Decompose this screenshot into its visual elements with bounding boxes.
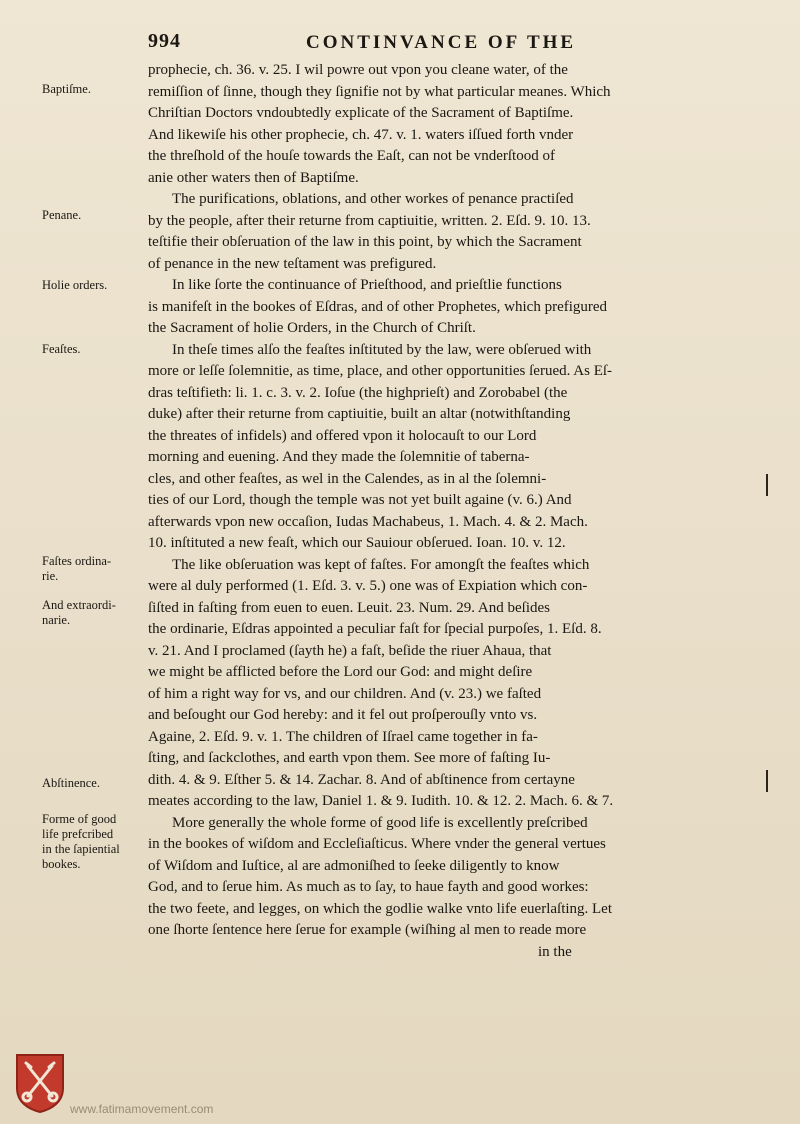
text-line: of penance in the new teſtament was prefigured. bbox=[148, 255, 437, 272]
text-line: and beſought our God hereby: and it fel out proſperouſly vnto vs. bbox=[148, 707, 538, 723]
running-title: CONTINVANCE OF THE bbox=[306, 32, 577, 53]
website-link[interactable]: www.fatimamovement.com bbox=[70, 1102, 214, 1116]
text-line: duke) after their returne from captiuitie, built an altar (notwithſtanding bbox=[148, 406, 571, 422]
text-line: ſting, and ſackclothes, and earth vpon them. See more of faſting Iu- bbox=[148, 750, 551, 766]
text-line: meates according to the law, Daniel 1. & 9. Iudith. 10. & 12. 2. Mach. 6. & 7. bbox=[148, 793, 614, 809]
text-line: prophecie, ch. 36. v. 25. I wil powre out vpon you cleane water, of the bbox=[148, 62, 568, 78]
text-line: Againe, 2. Eſd. 9. v. 1. The children of Iſrael came together in fa- bbox=[148, 728, 538, 745]
text-line: The purifications, oblations, and other workes of penance practiſed bbox=[172, 191, 574, 207]
margin-note-feastes: Feaſtes. bbox=[42, 342, 81, 356]
text-line: God, and to ſerue him. As much as to ſay, to haue fayth and good workes: bbox=[148, 879, 589, 895]
margin-rule-mark bbox=[766, 770, 768, 792]
text-line: 10. inſtituted a new feaſt, which our Sauiour obſerued. Ioan. 10. v. 12. bbox=[148, 535, 566, 551]
text-line: afterwards vpon new occaſion, Iudas Machabeus, 1. Mach. 4. & 2. Mach. bbox=[148, 513, 588, 530]
text-line: by the people, after their returne from captiuitie, written. 2. Eſd. 9. 10. 13. bbox=[148, 212, 591, 229]
text-line: ties of our Lord, though the temple was not yet built againe (v. 6.) And bbox=[148, 492, 572, 508]
text-line: we might be afflicted before the Lord our God: and might deſire bbox=[148, 664, 533, 680]
page-header bbox=[148, 30, 748, 60]
body-text bbox=[148, 60, 708, 963]
text-line: More generally the whole forme of good life is excellently preſcribed bbox=[172, 814, 588, 831]
margin-note-penance: Penane. bbox=[42, 208, 82, 222]
text-line: The like obſeruation was kept of faſtes. For amongſt the feaſtes which bbox=[172, 556, 590, 573]
margin-note-baptisme: Baptiſme. bbox=[42, 82, 91, 96]
margin-note-forme-of-good-life: Forme of good life prefcribed in the ſapiential bookes. bbox=[42, 812, 120, 871]
margin-note-extraordinarie: And extraordi- narie. bbox=[42, 598, 116, 627]
text-line: the Sacrament of holie Orders, in the Church of Chriſt. bbox=[148, 320, 476, 336]
page-number: 994 bbox=[148, 30, 181, 52]
text-line: one ſhorte ſentence here ſerue for example (wiſhing al men to reade more bbox=[148, 922, 587, 938]
text-line: is manifeſt in the bookes of Eſdras, and of other Prophetes, which prefigured bbox=[148, 298, 608, 315]
text-line: of Wiſdom and Iuſtice, al are admoniſhed to ſeeke diligently to know bbox=[148, 857, 560, 874]
margin-notes bbox=[0, 0, 145, 1124]
text-line: Chriſtian Doctors vndoubtedly explicate of the Sacrament of Baptiſme. bbox=[148, 105, 574, 121]
text-line: And likewiſe his other prophecie, ch. 47. v. 1. waters iſſued forth vnder bbox=[148, 126, 574, 143]
text-line: remiſſion of ſinne, though they ſignifie not by what particular meanes. Which bbox=[148, 83, 611, 100]
catchword: in the bbox=[538, 943, 572, 960]
text-line: In theſe times alſo the feaſtes inſtituted by the law, were obſerued with bbox=[172, 341, 592, 358]
text-line: In like ſorte the continuance of Prieſthood, and prieſtlie functions bbox=[172, 277, 562, 293]
text-line: anie other waters then of Baptiſme. bbox=[148, 169, 359, 186]
text-line: dras teſtifieth: li. 1. c. 3. v. 2. Ioſue (the highprieſt) and Zorobabel (the bbox=[148, 384, 568, 401]
text-line: morning and euening. And they made the ſolemnitie of taberna- bbox=[148, 449, 530, 465]
text-line: the threates of infidels) and offered vpon it holocauſt to our Lord bbox=[148, 427, 537, 444]
margin-rule-mark bbox=[766, 474, 768, 496]
text-line: the two feete, and legges, on which the godlie walke vnto life euerlaſting. Let bbox=[148, 900, 613, 917]
text-line: the ordinarie, Eſdras appointed a peculiar faſt for ſpecial purpoſes, 1. Eſd. 8. bbox=[148, 621, 602, 637]
text-line: ſiſted in faſting from euen to euen. Leuit. 23. Num. 29. And beſides bbox=[148, 599, 551, 616]
text-line: cles, and other feaſtes, as wel in the Calendes, as in al the ſolemni- bbox=[148, 470, 547, 487]
text-line: v. 21. And I proclamed (ſayth he) a faſt, beſide the riuer Ahaua, that bbox=[148, 642, 552, 659]
keys-seal-icon bbox=[14, 1052, 66, 1114]
text-line: in the bookes of wiſdom and Eccleſiaſticus. Where vnder the general vertues bbox=[148, 836, 606, 852]
text-line: were al duly performed (1. Eſd. 3. v. 5.) one was of Expiation which con- bbox=[148, 578, 588, 594]
text-line: teſtifie their obſeruation of the law in this point, by which the Sacrament bbox=[148, 234, 582, 250]
margin-note-fastes-ordinarie: Faſtes ordina- rie. bbox=[42, 554, 112, 583]
text-line: the threſhold of the houſe towards the Eaſt, can not be vnderſtood of bbox=[148, 148, 555, 164]
margin-note-abstinence: Abſtinence. bbox=[42, 776, 100, 790]
text-line: more or leſſe ſolemnitie, as time, place, and other opportunities ſerued. As Eſ- bbox=[148, 363, 613, 379]
text-line: dith. 4. & 9. Eſther 5. & 14. Zachar. 8. And of abſtinence from certayne bbox=[148, 771, 575, 788]
margin-note-holie-orders: Holie orders. bbox=[42, 278, 108, 292]
text-line: of him a right way for vs, and our children. And (v. 23.) we faſted bbox=[148, 685, 542, 702]
